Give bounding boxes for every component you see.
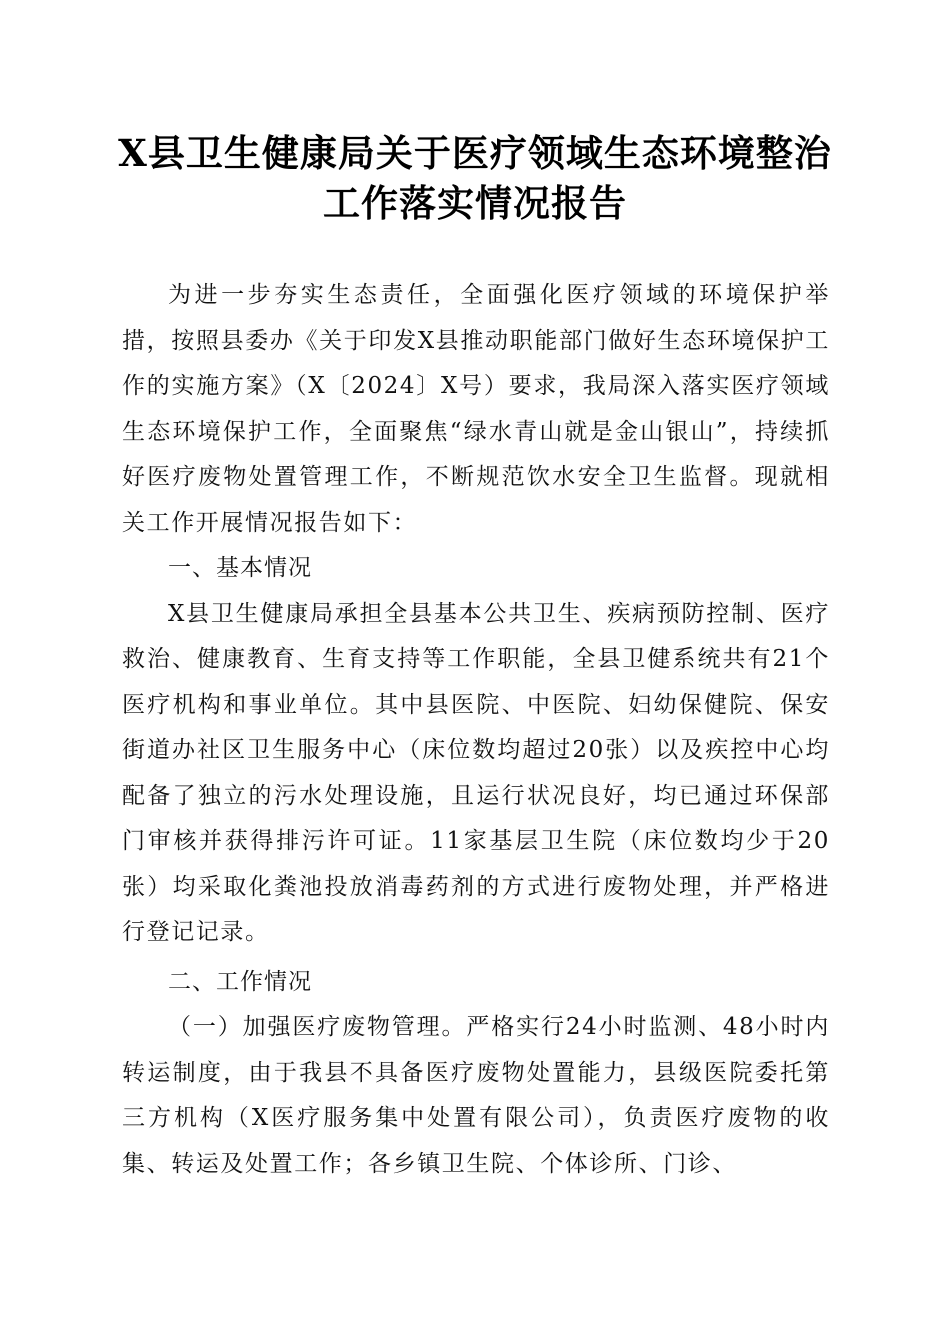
section-basic-paragraph: X县卫生健康局承担全县基本公共卫生、疾病预防控制、医疗救治、健康教育、生育支持等工作职能，全县卫健系统共有21个医疗机构和事业单位。其中县医院、中医院、妇幼保健院、保安街道办社区卫生服务中心（床位数均超过20张）以及疾控中心均配备了独立的污水处理设施，且运行状况良好，均已通过环保部门审核并获得排污许可证。11家基层卫生院（床位数均少于20张）均采取化粪池投放消毒药剂的方式进行废物处理，并严格进行登记记录。 (122, 600, 830, 945)
section-heading-work: 二、工作情况 (168, 968, 312, 995)
document-title: X县卫生健康局关于医疗领域生态环境整治工作落实情况报告 (118, 131, 832, 225)
document-body (122, 273, 830, 1187)
subsection-label-medical-waste: （一）加强医疗废物管理。 (168, 1014, 467, 1040)
intro-paragraph: 为进一步夯实生态责任，全面强化医疗领域的环境保护举措，按照县委办《关于印发X县推动职能部门做好生态环境保护工作的实施方案》（X〔2024〕X号）要求，我局深入落实医疗领域生态环境保护工作，全面聚焦“绿水青山就是金山银山”，持续抓好医疗废物处置管理工作，不断规范饮水安全卫生监督。现就相关工作开展情况报告如下： (122, 282, 830, 536)
section-work-paragraph (122, 1005, 830, 1187)
subsection-body-medical-waste: 严格实行24小时监测、48小时内转运制度，由于我县不具备医疗废物处置能力，县级医院委托第三方机构（X医疗服务集中处置有限公司），负责医疗废物的收集、转运及处置工作；各乡镇卫生院、个体诊所、门诊、 (122, 1014, 831, 1177)
section-heading-basic: 一、基本情况 (168, 555, 312, 581)
